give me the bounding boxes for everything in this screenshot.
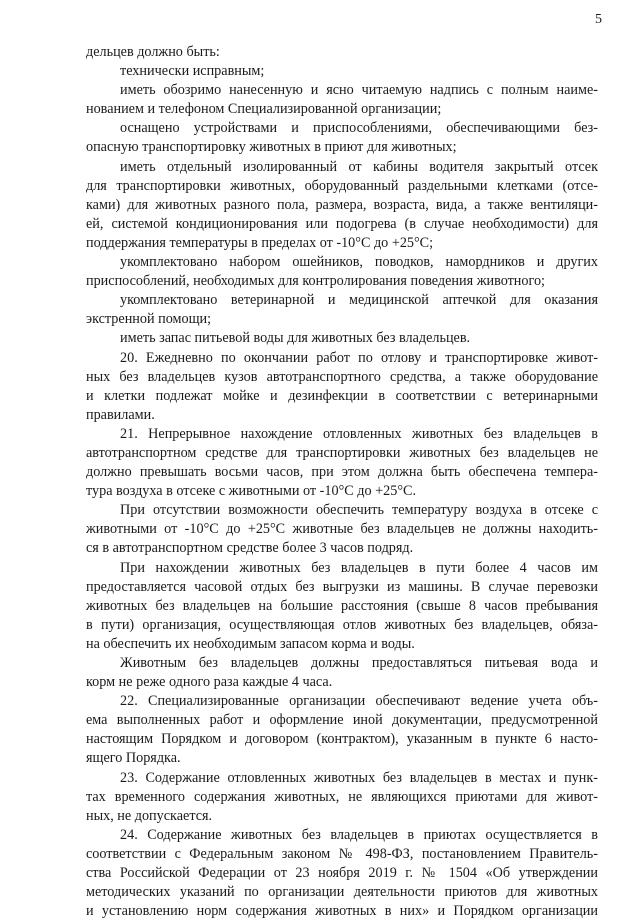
text-line: настоящим Порядком и договором (контрактом), указанным в пункте 6 насто- (86, 731, 598, 748)
text-line: ся в автотранспортном средстве более 3 часов подряд. (86, 540, 414, 557)
text-line: При нахождении животных без владельцев в пути более 4 часов им (120, 559, 598, 576)
text-line: ема выполненных работ и оформление иной документации, предусмотренной (86, 712, 598, 729)
text-line: ных, не допускается. (86, 807, 213, 824)
text-line: опасную транспортировку животных в приют для животных; (86, 139, 457, 156)
text-line: ных без владельцев кузов автотранспортного средства, а также оборудование (86, 368, 598, 385)
text-line: поддержания температуры в пределах от -10°С до +25°С; (86, 234, 434, 251)
text-line: 24. Содержание животных без владельцев в приютах осуществляется в (120, 826, 598, 843)
text-line: для транспортировки животных, оборудованный раздельными клетками (отсе- (86, 177, 598, 194)
text-line: корм не реже одного раза каждые 4 часа. (86, 674, 333, 691)
text-line: оснащено устройствами и приспособлениями, обеспечивающими без- (120, 120, 598, 137)
text-line: животных без владельцев на большие расстояния (свыше 8 часов пребывания (86, 597, 598, 614)
text-line: Животным без владельцев должны предоставляться питьевая вода и (120, 655, 598, 671)
text-line: и клетки подлежат мойке и дезинфекции в соответствии с ветеринарными (86, 387, 598, 404)
text-line: правилами. (86, 406, 155, 423)
text-line: укомплектовано ветеринарной и медицинской аптечкой для оказания (120, 292, 598, 309)
text-line: на обеспечить их необходимым запасом корма и воды. (86, 635, 415, 652)
text-line: методических указаний по организации деятельности приютов для животных (86, 884, 598, 901)
text-line: соответствии с Федеральным законом № 498-ФЗ, постановлением Правитель- (86, 845, 598, 862)
text-line: автотранспортном средстве для транспортировки животных без владельцев не (86, 444, 598, 461)
text-line: технически исправным; (120, 63, 265, 80)
text-line: нованием и телефоном Специализированной организации; (86, 101, 442, 118)
text-line: и установлению норм содержания животных в них» и Порядком организации (86, 903, 598, 920)
text-line: ства Российской Федерации от 23 ноября 2019 г. № 1504 «Об утверждении (86, 865, 598, 882)
text-line: должно превышать восьми часов, при этом должна быть обеспечена темпера- (86, 464, 598, 481)
page-number: 5 (595, 12, 602, 27)
text-line: тура воздуха в отсеке с животными от -10°С до +25°С. (86, 483, 416, 500)
text-line: экстренной помощи; (86, 311, 212, 328)
text-line: приспособлений, необходимых для контролирования поведения животного; (86, 273, 545, 290)
text-line: ей, системой кондиционирования или подогрева (в случае необходимости) для (86, 215, 598, 232)
text-line: ящего Порядка. (86, 750, 181, 767)
text-line: тах временного содержания животных, не являющихся приютами для живот- (86, 788, 598, 805)
text-line: При отсутствии возможности обеспечить температуру воздуха в отсеке с (120, 502, 598, 519)
text-line: укомплектовано набором ошейников, поводков, намордников и других (120, 254, 598, 271)
text-line: 23. Содержание отловленных животных без владельцев в местах и пунк- (120, 769, 598, 786)
text-line: 22. Специализированные организации обеспечивают ведение учета объ- (120, 693, 598, 710)
text-line: 21. Непрерывное нахождение отловленных животных без владельцев в (120, 425, 598, 442)
text-line: предоставляется часовой отдых без выгрузки из машины. В случае перевозки (86, 578, 598, 595)
text-line: иметь запас питьевой воды для животных без владельцев. (120, 330, 471, 347)
text-line: дельцев должно быть: (86, 44, 220, 60)
text-line: 20. Ежедневно по окончании работ по отлову и транспортировке живот- (120, 349, 598, 366)
text-line: иметь отдельный изолированный от кабины водителя закрытый отсек (120, 158, 598, 175)
text-line: ками) для животных разного пола, размера, возраста, вида, а также вентиляци- (86, 196, 598, 213)
document-body (86, 43, 598, 921)
text-line: в пути) организация, осуществляющая отлов животных без владельцев, обяза- (86, 616, 598, 633)
text-line: животными от -10°С до +25°С животные без владельцев не должны находить- (86, 521, 598, 538)
text-line: иметь обозримо нанесенную и ясно читаемую надпись с полным наиме- (120, 82, 598, 99)
